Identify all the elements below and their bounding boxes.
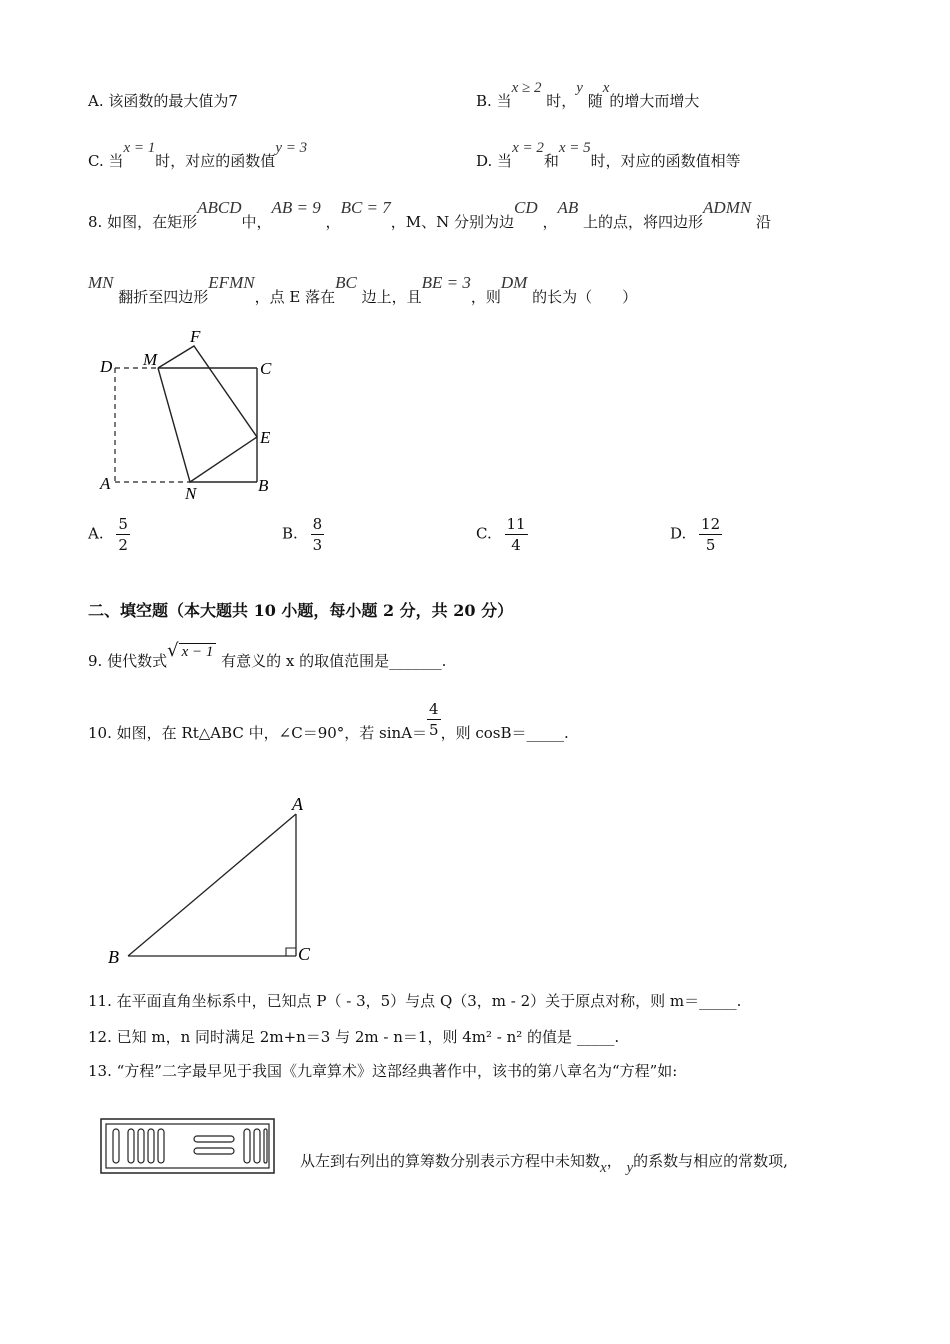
label-E: E <box>260 428 271 447</box>
label-D: D <box>100 357 113 376</box>
q7-option-c: C. 当x = 1时，对应的函数值y = 3 <box>88 140 308 170</box>
q8-option-d: D. $\frac{12}{5}$ <box>670 515 721 554</box>
label-B: B <box>108 947 119 967</box>
q10: 10. 如图，在 Rt△ABC 中，∠C＝90°，若 sinA＝ $\frac{4}{5}$ ，则 cosB＝_____. <box>88 699 569 742</box>
q12: 12. 已知 m，n 同时满足 2m+n＝3 与 2m - n＝1，则 4m² - n² 的值是 _____. <box>88 1028 620 1046</box>
label-B: B <box>258 476 269 495</box>
label-A: A <box>292 794 303 814</box>
q13: 13. “方程”二字最早见于我国《九章算术》这部经典著作中，该书的第八章名为“方程”如: <box>88 1062 678 1080</box>
q7-option-b: B. 当x ≥ 2 时，y 随x的增大而增大 <box>476 80 700 110</box>
label-F: F <box>190 327 201 346</box>
q8-figure <box>90 322 290 512</box>
q8-line-2: MN 翻折至四边形EFMN，点 E 落在BC 边上，且BE = 3，则DM 的长为（ ） <box>88 273 638 306</box>
label-A: A <box>100 474 111 493</box>
q8-option-a: A. $\frac{5}{2}$ <box>88 515 128 554</box>
q8-option-c: C. $\frac{11}{4}$ <box>476 515 526 554</box>
q13-continuation: 从左到右列出的算筹数分别表示方程中未知数x， y的系数与相应的常数项, <box>300 1152 788 1176</box>
q8-option-b: B. $\frac{8}{3}$ <box>282 515 323 554</box>
q9: 9. 使代数式√ x − 1 有意义的 x 的取值范围是_______. <box>88 640 447 670</box>
label-C: C <box>298 944 311 964</box>
label-M: M <box>143 350 158 369</box>
q7-option-a: A. 该函数的最大值为7 <box>88 92 238 110</box>
q11: 11. 在平面直角坐标系中，已知点 P（ - 3，5）与点 Q（3，m - 2）关于原点对称，则 m＝_____. <box>88 992 742 1010</box>
counting-rods-figure <box>100 1118 276 1176</box>
q10-figure <box>100 790 330 975</box>
q8-line-1: 8. 如图，在矩形ABCD中，AB = 9 ，BC = 7，M、N 分别为边CD ，AB 上的点，将四边形ADMN 沿 <box>88 198 771 231</box>
label-N: N <box>185 484 197 503</box>
q7-option-d: D. 当x = 2和x = 5时，对应的函数值相等 <box>476 140 741 170</box>
section-title: 二、填空题（本大题共 10 小题，每小题 2 分，共 20 分） <box>88 601 514 620</box>
label-C: C <box>260 359 272 378</box>
